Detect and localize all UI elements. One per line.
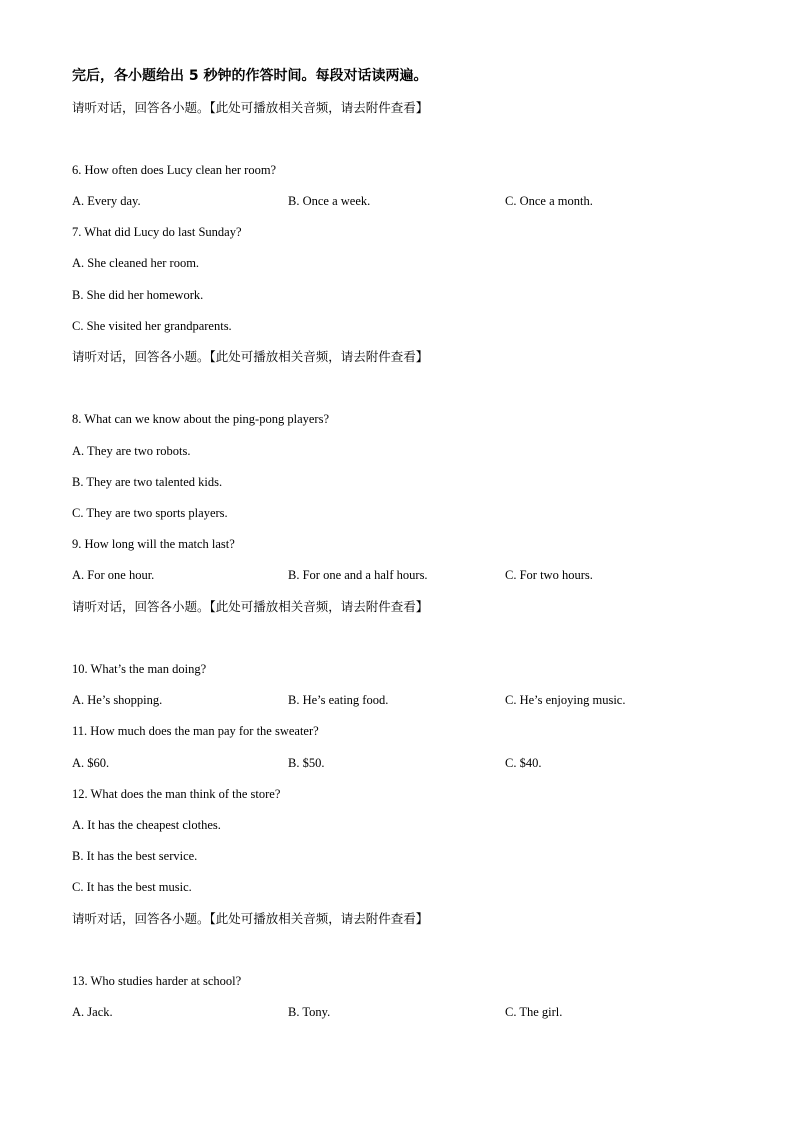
q9-option-b: B. For one and a half hours. [288, 568, 428, 582]
q11-option-a: A. $60. [72, 756, 110, 770]
question-8: 8. What can we know about the ping-pong players? [72, 412, 329, 426]
q11-option-b: B. $50. [288, 756, 325, 770]
q6-option-a: A. Every day. [72, 194, 141, 208]
q13-option-b: B. Tony. [288, 1005, 331, 1019]
question-12: 12. What does the man think of the store? [72, 787, 281, 801]
q8-option-b: B. They are two talented kids. [72, 475, 223, 489]
q11-option-c: C. $40. [505, 756, 542, 770]
question-7: 7. What did Lucy do last Sunday? [72, 225, 242, 239]
q12-option-c: C. It has the best music. [72, 880, 192, 894]
audio-note: 请听对话，回答各小题。【此处可播放相关音频，请去附件查看】 [72, 349, 429, 364]
section-intro: 完后，各小题给出 5 秒钟的作答时间。每段对话读两遍。 [72, 68, 428, 84]
q10-option-b: B. He’s eating food. [288, 693, 389, 707]
audio-note: 请听对话，回答各小题。【此处可播放相关音频，请去附件查看】 [72, 911, 429, 926]
q10-option-c: C. He’s enjoying music. [505, 693, 626, 707]
q12-option-a: A. It has the cheapest clothes. [72, 818, 221, 832]
q7-option-b: B. She did her homework. [72, 288, 204, 302]
q6-option-b: B. Once a week. [288, 194, 371, 208]
q9-option-a: A. For one hour. [72, 568, 155, 582]
q10-option-a: A. He’s shopping. [72, 693, 163, 707]
question-10: 10. What’s the man doing? [72, 662, 207, 676]
q7-option-c: C. She visited her grandparents. [72, 319, 232, 333]
q12-option-b: B. It has the best service. [72, 849, 198, 863]
q8-option-c: C. They are two sports players. [72, 506, 228, 520]
question-13: 13. Who studies harder at school? [72, 974, 242, 988]
q13-option-c: C. The girl. [505, 1005, 563, 1019]
q9-option-c: C. For two hours. [505, 568, 593, 582]
q8-option-a: A. They are two robots. [72, 444, 191, 458]
q13-option-a: A. Jack. [72, 1005, 113, 1019]
question-11: 11. How much does the man pay for the sweater? [72, 724, 319, 738]
audio-note: 请听对话，回答各小题。【此处可播放相关音频，请去附件查看】 [72, 599, 429, 614]
audio-note: 请听对话，回答各小题。【此处可播放相关音频，请去附件查看】 [72, 100, 429, 115]
question-6: 6. How often does Lucy clean her room? [72, 163, 277, 177]
q6-option-c: C. Once a month. [505, 194, 593, 208]
q7-option-a: A. She cleaned her room. [72, 256, 200, 270]
question-9: 9. How long will the match last? [72, 537, 235, 551]
